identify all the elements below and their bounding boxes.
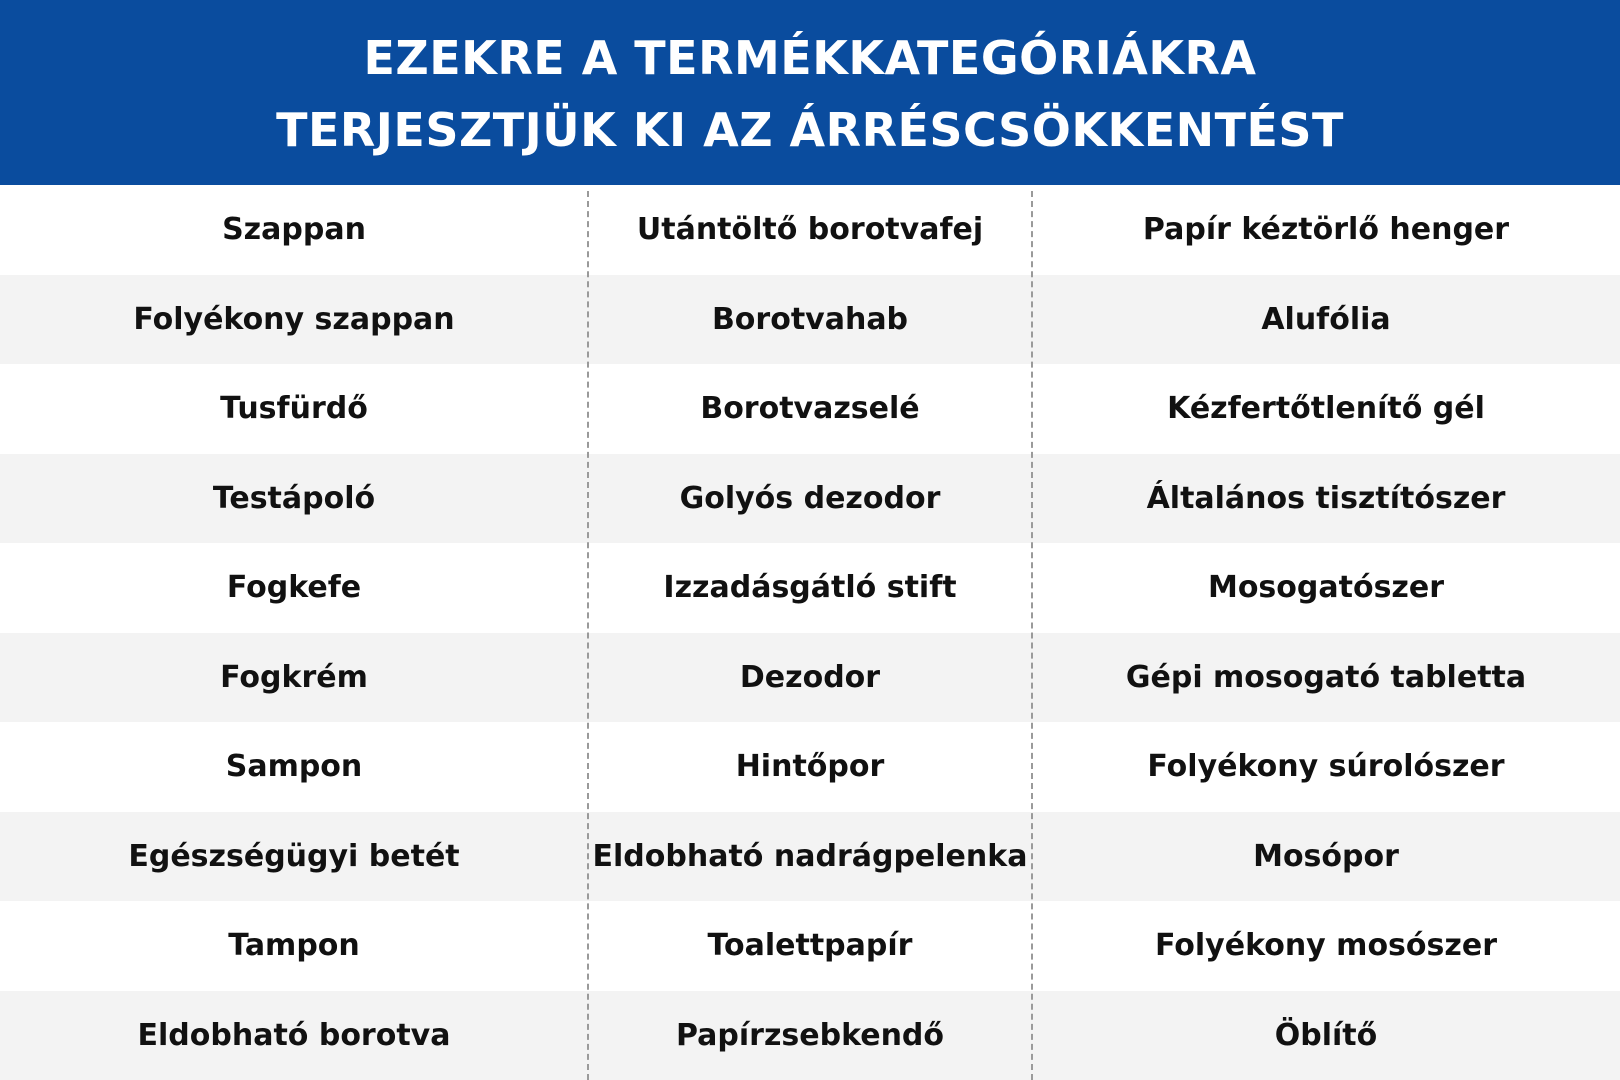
category-cell: Fogkefe <box>226 570 362 606</box>
category-cell: Általános tisztítószer <box>1146 480 1506 516</box>
column-divider-left <box>587 191 589 1080</box>
category-cell: Egészségügyi betét <box>128 838 460 874</box>
title-line-2: TERJESZTJÜK KI AZ ÁRRÉSCSÖKKENTÉST <box>276 102 1344 157</box>
category-cell: Golyós dezodor <box>679 480 941 516</box>
category-cell: Eldobható borotva <box>137 1017 451 1053</box>
table-row <box>0 722 1620 812</box>
column-divider-right <box>1031 191 1033 1080</box>
category-cell: Borotvazselé <box>700 391 920 427</box>
title-line-1: EZEKRE A TERMÉKKATEGÓRIÁKRA <box>363 30 1257 85</box>
table-row <box>0 275 1620 365</box>
category-cell: Hintőpor <box>735 749 885 785</box>
category-cell: Izzadásgátló stift <box>663 570 957 606</box>
category-cell: Eldobható nadrágpelenka <box>592 838 1028 874</box>
category-cell: Tusfürdő <box>220 391 368 427</box>
category-cell: Dezodor <box>739 659 881 695</box>
table-row <box>0 454 1620 544</box>
category-cell: Alufólia <box>1261 301 1391 337</box>
header-banner <box>0 0 1620 185</box>
category-cell: Mosópor <box>1253 838 1399 874</box>
category-cell: Utántöltő borotvafej <box>636 212 984 248</box>
category-cell: Fogkrém <box>220 659 368 695</box>
category-cell: Borotvahab <box>711 301 909 337</box>
table-row <box>0 812 1620 902</box>
table-row <box>0 364 1620 454</box>
category-cell: Folyékony súrolószer <box>1147 749 1505 785</box>
category-cell: Papír kéztörlő henger <box>1142 212 1510 248</box>
table-row <box>0 633 1620 723</box>
table-row <box>0 991 1620 1080</box>
category-cell: Folyékony szappan <box>133 301 455 337</box>
category-cell: Öblítő <box>1274 1017 1378 1053</box>
table-row <box>0 543 1620 633</box>
category-cell: Mosogatószer <box>1207 570 1445 606</box>
category-cell: Testápoló <box>212 480 376 516</box>
table-row <box>0 901 1620 991</box>
category-cell: Gépi mosogató tabletta <box>1125 659 1527 695</box>
category-cell: Sampon <box>225 749 363 785</box>
product-category-table <box>0 185 1620 1080</box>
category-cell: Folyékony mosószer <box>1155 928 1497 964</box>
category-cell: Papírzsebkendő <box>675 1017 945 1053</box>
category-cell: Kézfertőtlenítő gél <box>1167 391 1485 427</box>
category-cell: Toalettpapír <box>707 928 913 964</box>
category-cell: Tampon <box>228 928 360 964</box>
category-cell: Szappan <box>222 212 366 248</box>
table-row <box>0 185 1620 275</box>
